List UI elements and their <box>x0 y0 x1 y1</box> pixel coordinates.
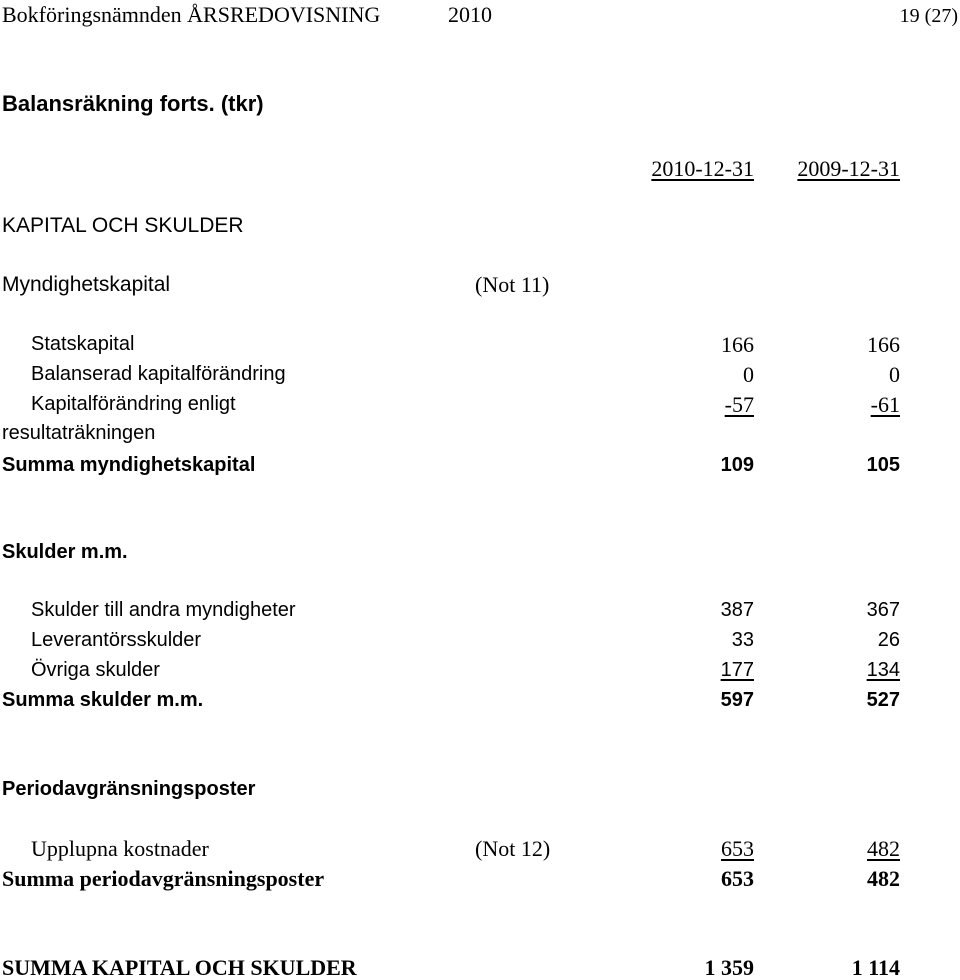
sum-label-periodavgransningsposter: Summa periodavgränsningsposter <box>2 866 325 891</box>
document-header-year: 2010 <box>448 2 492 27</box>
row-value-current: 653 <box>721 836 754 861</box>
row-value-previous: 0 <box>889 362 900 387</box>
sum-value-previous: 482 <box>867 866 900 891</box>
column-header-previous: 2009-12-31 <box>797 156 900 181</box>
row-value-previous: 166 <box>867 332 900 357</box>
row-value-current: 177 <box>720 659 754 681</box>
page-number: 19 (27) <box>899 5 958 27</box>
page-title: Balansräkning forts. (tkr) <box>2 91 264 116</box>
sum-value-previous: 527 <box>866 689 900 711</box>
row-label-ovriga-skulder: Övriga skulder <box>31 659 160 681</box>
row-value-previous: 134 <box>866 659 900 681</box>
row-label-statskapital: Statskapital <box>31 333 135 355</box>
total-value-previous: 1 114 <box>851 955 900 980</box>
note-ref-11: (Not 11) <box>475 272 550 297</box>
row-label-balanserad-kapitalforandring: Balanserad kapitalförändring <box>31 363 286 385</box>
row-label-upplupna-kostnader: Upplupna kostnader <box>31 836 209 861</box>
row-value-previous: 482 <box>867 836 900 861</box>
group-label-periodavgransningsposter: Periodavgränsningsposter <box>2 778 256 800</box>
note-ref-12: (Not 12) <box>475 836 551 861</box>
row-value-current: 166 <box>721 332 754 357</box>
row-label-skulder-andra-myndigheter: Skulder till andra myndigheter <box>31 599 296 621</box>
sum-value-previous: 105 <box>866 454 900 476</box>
sum-label-myndighetskapital: Summa myndighetskapital <box>2 454 256 476</box>
row-value-current: -57 <box>724 392 754 417</box>
total-label: SUMMA KAPITAL OCH SKULDER <box>2 955 357 980</box>
row-value-previous: 367 <box>866 599 900 621</box>
row-value-current: 33 <box>731 629 754 651</box>
section-title: KAPITAL OCH SKULDER <box>2 214 244 237</box>
group-label-myndighetskapital: Myndighetskapital <box>2 273 171 296</box>
row-value-previous: 26 <box>877 629 900 651</box>
row-value-current: 0 <box>743 362 754 387</box>
row-value-current: 387 <box>720 599 754 621</box>
sum-value-current: 653 <box>721 866 754 891</box>
sum-label-skulder: Summa skulder m.m. <box>2 689 204 711</box>
total-value-current: 1 359 <box>704 955 754 980</box>
sum-value-current: 597 <box>720 689 754 711</box>
row-value-previous: -61 <box>870 392 900 417</box>
sum-value-current: 109 <box>720 454 754 476</box>
group-label-skulder: Skulder m.m. <box>2 541 128 563</box>
row-label-kapitalforandring: Kapitalförändring enligt <box>31 393 236 415</box>
column-header-current: 2010-12-31 <box>651 156 754 181</box>
document-header-title: Bokföringsnämnden ÅRSREDOVISNING <box>2 2 381 27</box>
row-label-leverantorsskulder: Leverantörsskulder <box>31 629 202 651</box>
row-label-kapitalforandring-cont: resultaträkningen <box>2 422 156 444</box>
